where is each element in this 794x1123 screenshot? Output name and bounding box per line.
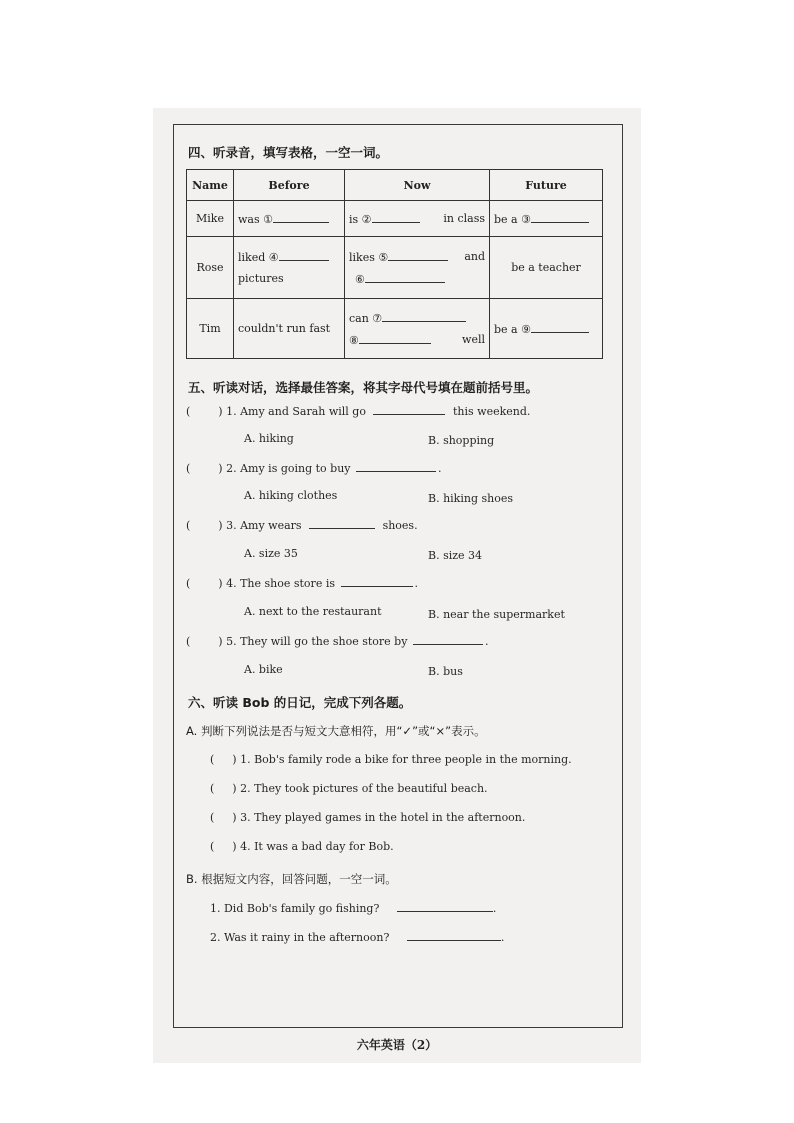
row-name: Mike	[187, 201, 234, 237]
table-header-row	[187, 170, 603, 201]
section4-heading: 四、听录音，填写表格，一空一词。	[188, 145, 389, 160]
answer-blank[interactable]	[407, 930, 501, 941]
header-name: Name	[187, 170, 234, 201]
header-future: Future	[490, 170, 603, 201]
row-now: likes ⑤ and ⑥	[345, 237, 490, 299]
answer-item: 2. Was it rainy in the afternoon? .	[210, 931, 505, 944]
option-a[interactable]: A. bike	[244, 663, 283, 676]
answer-blank[interactable]	[279, 250, 329, 261]
part-b-heading: B. 根据短文内容，回答问题，一空一词。	[186, 872, 397, 886]
row-before: was ①	[234, 201, 345, 237]
judge-blank[interactable]	[214, 753, 232, 763]
answer-blank[interactable]	[382, 311, 466, 322]
row-future: be a ③	[490, 201, 603, 237]
answer-bracket[interactable]	[190, 635, 218, 645]
answer-blank[interactable]	[397, 901, 493, 912]
part-a-heading: A. 判断下列说法是否与短文大意相符，用“✓”或“×”表示。	[186, 724, 486, 738]
option-a[interactable]: A. size 35	[244, 547, 298, 560]
judge-item: ( ) 2. They took pictures of the beautiful beach.	[210, 782, 488, 795]
row-before: couldn't run fast	[234, 299, 345, 359]
answer-blank[interactable]	[372, 212, 420, 223]
judge-item: ( ) 1. Bob's family rode a bike for three people in the morning.	[210, 753, 572, 766]
judge-blank[interactable]	[214, 811, 232, 821]
judge-blank[interactable]	[214, 782, 232, 792]
option-b[interactable]: B. hiking shoes	[428, 492, 513, 505]
row-name: Rose	[187, 237, 234, 299]
option-b[interactable]: B. shopping	[428, 434, 495, 447]
answer-blank	[413, 634, 483, 645]
answer-bracket[interactable]	[190, 405, 218, 415]
page-footer: 六年英语（2）	[356, 1038, 438, 1052]
option-a[interactable]: A. next to the restaurant	[244, 605, 382, 618]
row-now: is ② in class	[345, 201, 490, 237]
question-1: ( ) 1. Amy and Sarah will go this weekend.	[186, 405, 531, 418]
row-name: Tim	[187, 299, 234, 359]
answer-blank[interactable]	[273, 212, 329, 223]
table-row	[187, 299, 603, 359]
question-4: ( ) 4. The shoe store is .	[186, 577, 418, 590]
question-2: ( ) 2. Amy is going to buy .	[186, 462, 442, 475]
listening-table	[186, 169, 603, 359]
judge-item: ( ) 3. They played games in the hotel in the afternoon.	[210, 811, 526, 824]
answer-bracket[interactable]	[190, 462, 218, 472]
answer-item: 1. Did Bob's family go fishing? .	[210, 902, 497, 915]
answer-blank[interactable]	[531, 212, 589, 223]
header-before: Before	[234, 170, 345, 201]
option-b[interactable]: B. near the supermarket	[428, 608, 565, 621]
table-row	[187, 237, 603, 299]
question-3: ( ) 3. Amy wears shoes.	[186, 519, 418, 532]
answer-blank	[373, 404, 445, 415]
question-5: ( ) 5. They will go the shoe store by .	[186, 635, 489, 648]
answer-blank	[356, 461, 436, 472]
answer-blank[interactable]	[359, 333, 431, 344]
option-a[interactable]: A. hiking clothes	[244, 489, 338, 502]
header-now: Now	[345, 170, 490, 201]
table-row	[187, 201, 603, 237]
answer-blank	[309, 518, 375, 529]
answer-bracket[interactable]	[190, 519, 218, 529]
page-border	[173, 124, 623, 1028]
option-a[interactable]: A. hiking	[244, 432, 294, 445]
answer-blank[interactable]	[531, 322, 589, 333]
row-before: liked ④ pictures	[234, 237, 345, 299]
exam-sheet	[153, 108, 641, 1063]
answer-blank	[341, 576, 413, 587]
answer-blank[interactable]	[365, 272, 445, 283]
row-future: be a ⑨	[490, 299, 603, 359]
section5-heading: 五、听读对话，选择最佳答案，将其字母代号填在题前括号里。	[188, 380, 539, 395]
answer-blank[interactable]	[388, 250, 448, 261]
row-now: can ⑦ ⑧ well	[345, 299, 490, 359]
option-b[interactable]: B. size 34	[428, 549, 483, 562]
row-future: be a teacher	[490, 237, 603, 299]
judge-blank[interactable]	[214, 840, 232, 850]
option-b[interactable]: B. bus	[428, 665, 463, 678]
section6-heading: 六、听读 Bob 的日记，完成下列各题。	[188, 695, 412, 710]
answer-bracket[interactable]	[190, 577, 218, 587]
judge-item: ( ) 4. It was a bad day for Bob.	[210, 840, 394, 853]
